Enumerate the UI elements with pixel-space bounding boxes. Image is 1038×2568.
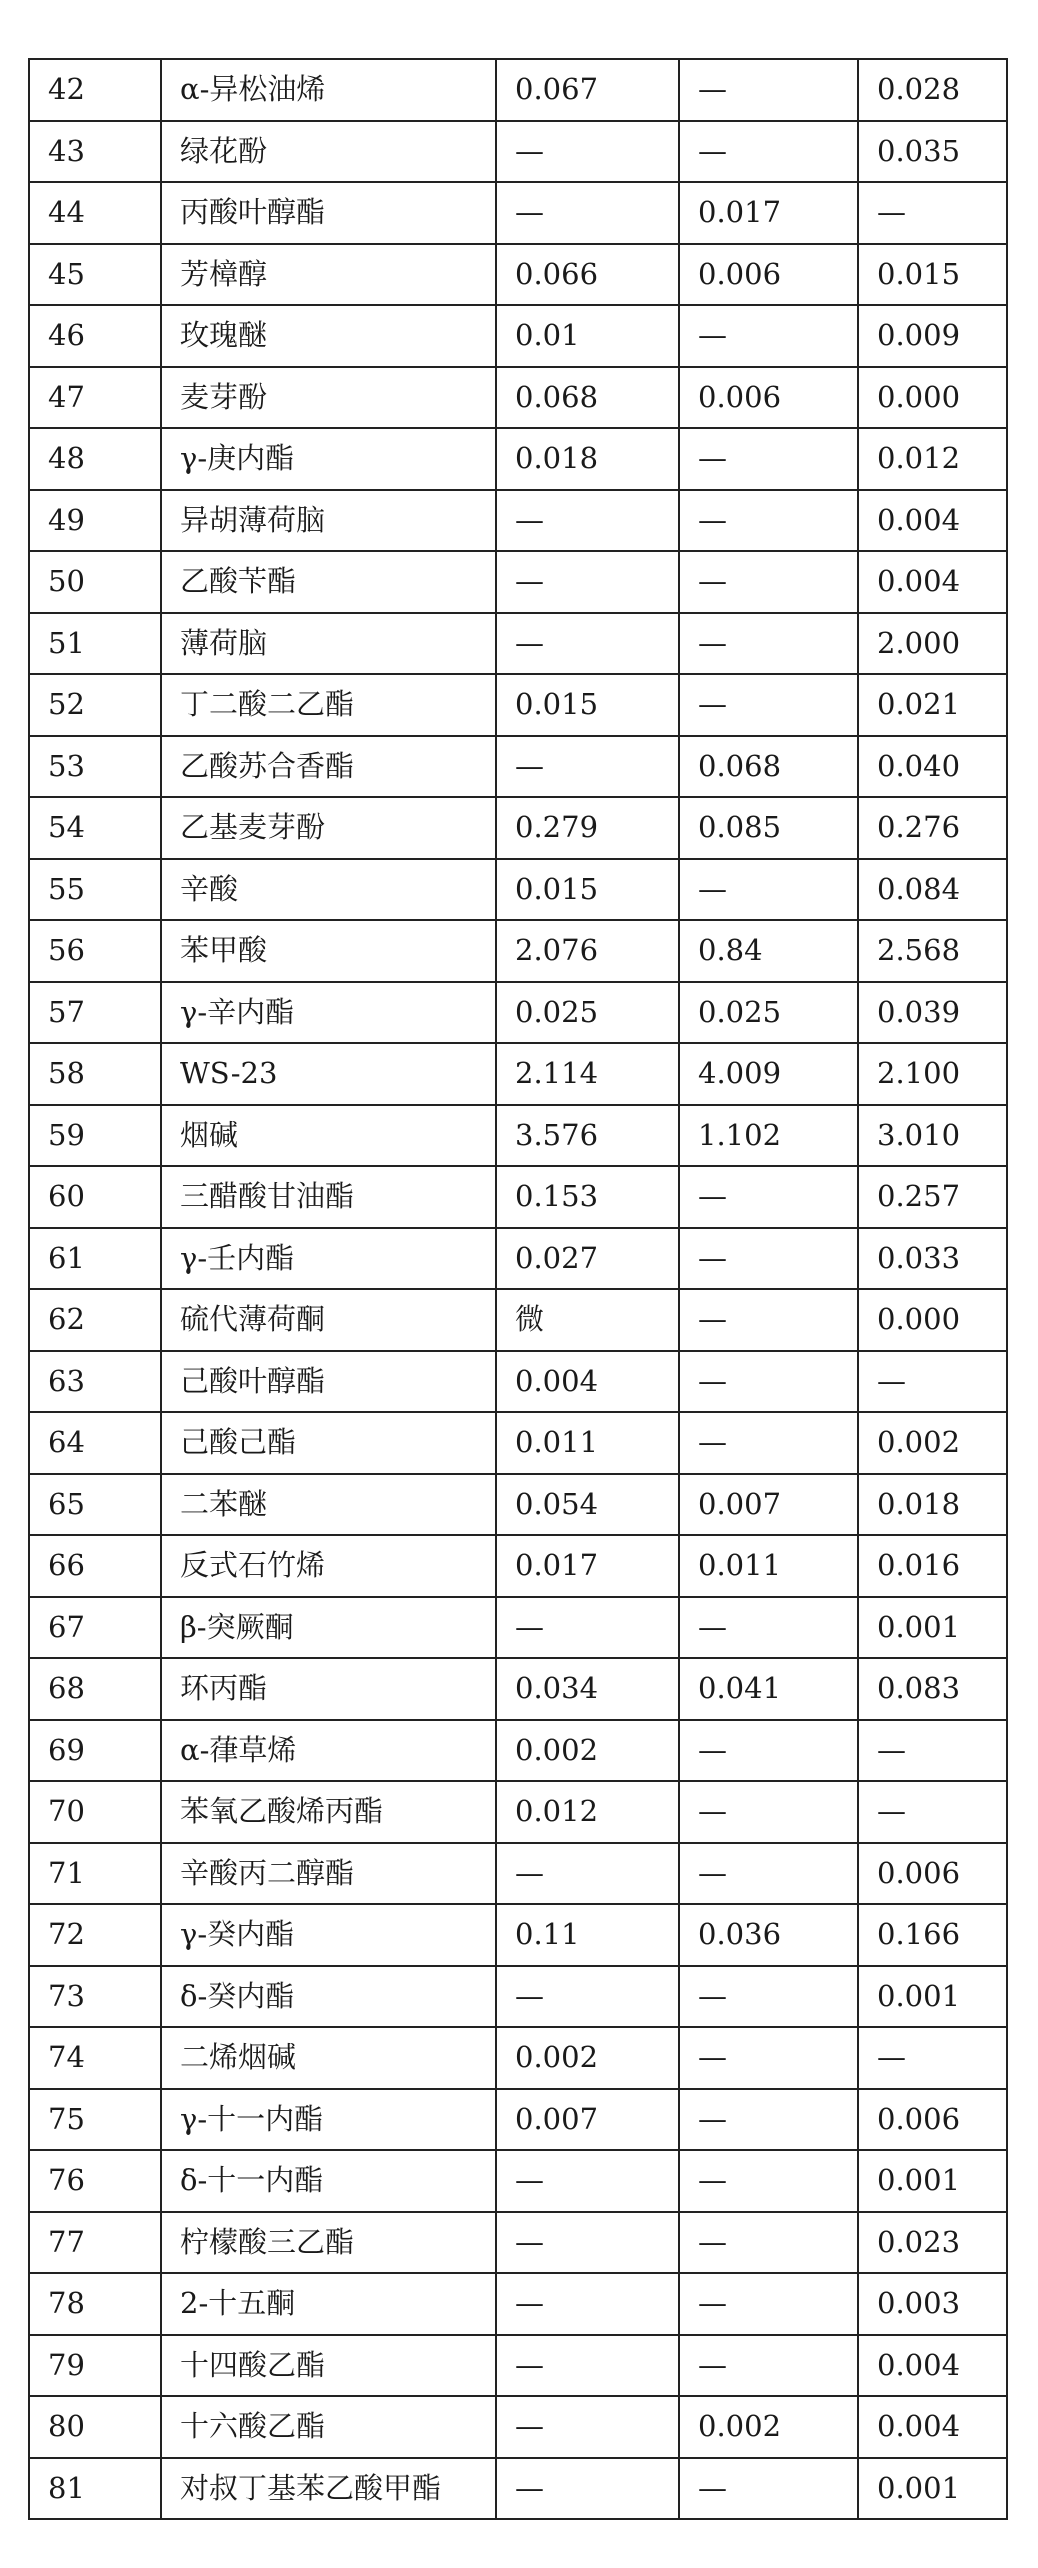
value-cell-2: — — [679, 1351, 858, 1413]
value-cell-1: — — [496, 2273, 679, 2335]
table-row — [29, 1412, 1007, 1474]
value-cell-2: 0.068 — [679, 736, 858, 798]
value-cell-3: 0.004 — [858, 2335, 1007, 2397]
value-cell-2: — — [679, 1597, 858, 1659]
value-cell-2: 0.025 — [679, 982, 858, 1044]
row-number-cell: 81 — [29, 2458, 161, 2520]
value-cell-1: 2.114 — [496, 1043, 679, 1105]
compound-name-cell: 十六酸乙酯 — [161, 2396, 496, 2458]
value-cell-2: 0.84 — [679, 920, 858, 982]
row-number-cell: 62 — [29, 1289, 161, 1351]
table-row — [29, 2273, 1007, 2335]
table-row — [29, 1105, 1007, 1167]
value-cell-3: 0.015 — [858, 244, 1007, 306]
compound-name-cell: 对叔丁基苯乙酸甲酯 — [161, 2458, 496, 2520]
table-row — [29, 736, 1007, 798]
value-cell-2: — — [679, 1289, 858, 1351]
table-row — [29, 1658, 1007, 1720]
value-cell-3: 2.568 — [858, 920, 1007, 982]
value-cell-1: 0.067 — [496, 59, 679, 121]
compound-name-cell: 丁二酸二乙酯 — [161, 674, 496, 736]
row-number-cell: 73 — [29, 1966, 161, 2028]
value-cell-1: 0.017 — [496, 1535, 679, 1597]
compound-name-cell: 苯氧乙酸烯丙酯 — [161, 1781, 496, 1843]
table-row — [29, 2027, 1007, 2089]
compound-name-cell: 二烯烟碱 — [161, 2027, 496, 2089]
compound-data-table — [28, 58, 1008, 2520]
value-cell-3: 0.000 — [858, 1289, 1007, 1351]
table-row — [29, 2089, 1007, 2151]
row-number-cell: 66 — [29, 1535, 161, 1597]
value-cell-1: 0.279 — [496, 797, 679, 859]
value-cell-3: 0.006 — [858, 2089, 1007, 2151]
value-cell-2: 0.011 — [679, 1535, 858, 1597]
value-cell-3: 0.004 — [858, 2396, 1007, 2458]
table-row — [29, 2212, 1007, 2274]
value-cell-2: — — [679, 2089, 858, 2151]
value-cell-1: — — [496, 490, 679, 552]
value-cell-1: 0.002 — [496, 2027, 679, 2089]
row-number-cell: 58 — [29, 1043, 161, 1105]
value-cell-1: 0.011 — [496, 1412, 679, 1474]
value-cell-1: — — [496, 2150, 679, 2212]
table-row — [29, 1043, 1007, 1105]
value-cell-1: 0.11 — [496, 1904, 679, 1966]
row-number-cell: 50 — [29, 551, 161, 613]
value-cell-3: 0.276 — [858, 797, 1007, 859]
value-cell-2: — — [679, 2212, 858, 2274]
value-cell-3: 0.004 — [858, 551, 1007, 613]
compound-name-cell: 二苯醚 — [161, 1474, 496, 1536]
value-cell-1: 0.01 — [496, 305, 679, 367]
value-cell-2: — — [679, 2150, 858, 2212]
compound-name-cell: 乙酸苏合香酯 — [161, 736, 496, 798]
row-number-cell: 74 — [29, 2027, 161, 2089]
table-row — [29, 674, 1007, 736]
compound-name-cell: γ-十一内酯 — [161, 2089, 496, 2151]
value-cell-1: 0.002 — [496, 1720, 679, 1782]
row-number-cell: 67 — [29, 1597, 161, 1659]
compound-name-cell: 反式石竹烯 — [161, 1535, 496, 1597]
value-cell-2: 0.017 — [679, 182, 858, 244]
row-number-cell: 78 — [29, 2273, 161, 2335]
value-cell-1: 3.576 — [496, 1105, 679, 1167]
compound-name-cell: 芳樟醇 — [161, 244, 496, 306]
compound-name-cell: 烟碱 — [161, 1105, 496, 1167]
value-cell-1: 0.015 — [496, 859, 679, 921]
table-row — [29, 859, 1007, 921]
value-cell-3: 0.040 — [858, 736, 1007, 798]
compound-name-cell: γ-壬内酯 — [161, 1228, 496, 1290]
compound-name-cell: 环丙酯 — [161, 1658, 496, 1720]
row-number-cell: 64 — [29, 1412, 161, 1474]
value-cell-3: 0.009 — [858, 305, 1007, 367]
table-row — [29, 1166, 1007, 1228]
table-row — [29, 1781, 1007, 1843]
row-number-cell: 71 — [29, 1843, 161, 1905]
value-cell-1: 0.068 — [496, 367, 679, 429]
compound-name-cell: 麦芽酚 — [161, 367, 496, 429]
value-cell-1: — — [496, 121, 679, 183]
value-cell-3: 3.010 — [858, 1105, 1007, 1167]
value-cell-1: 0.018 — [496, 428, 679, 490]
table-row — [29, 1966, 1007, 2028]
row-number-cell: 48 — [29, 428, 161, 490]
table-row — [29, 1228, 1007, 1290]
value-cell-1: — — [496, 1597, 679, 1659]
row-number-cell: 59 — [29, 1105, 161, 1167]
row-number-cell: 61 — [29, 1228, 161, 1290]
value-cell-2: 0.002 — [679, 2396, 858, 2458]
compound-name-cell: 薄荷脑 — [161, 613, 496, 675]
value-cell-2: — — [679, 1412, 858, 1474]
table-row — [29, 490, 1007, 552]
compound-name-cell: WS-23 — [161, 1043, 496, 1105]
table-row — [29, 305, 1007, 367]
row-number-cell: 45 — [29, 244, 161, 306]
value-cell-3: 0.003 — [858, 2273, 1007, 2335]
compound-name-cell: 辛酸 — [161, 859, 496, 921]
row-number-cell: 51 — [29, 613, 161, 675]
value-cell-3: 0.018 — [858, 1474, 1007, 1536]
row-number-cell: 80 — [29, 2396, 161, 2458]
value-cell-1: 0.015 — [496, 674, 679, 736]
compound-name-cell: α-异松油烯 — [161, 59, 496, 121]
compound-name-cell: 硫代薄荷酮 — [161, 1289, 496, 1351]
value-cell-3: 0.257 — [858, 1166, 1007, 1228]
value-cell-3: 0.028 — [858, 59, 1007, 121]
value-cell-3: 2.100 — [858, 1043, 1007, 1105]
row-number-cell: 77 — [29, 2212, 161, 2274]
value-cell-3: 0.002 — [858, 1412, 1007, 1474]
table-row — [29, 244, 1007, 306]
row-number-cell: 49 — [29, 490, 161, 552]
compound-name-cell: 乙酸苄酯 — [161, 551, 496, 613]
row-number-cell: 72 — [29, 1904, 161, 1966]
value-cell-2: 4.009 — [679, 1043, 858, 1105]
value-cell-2: — — [679, 59, 858, 121]
row-number-cell: 75 — [29, 2089, 161, 2151]
table-row — [29, 1597, 1007, 1659]
value-cell-2: — — [679, 305, 858, 367]
value-cell-2: 0.007 — [679, 1474, 858, 1536]
value-cell-2: 0.041 — [679, 1658, 858, 1720]
data-table-container — [28, 58, 1006, 2520]
value-cell-1: 0.025 — [496, 982, 679, 1044]
value-cell-2: — — [679, 613, 858, 675]
compound-name-cell: 乙基麦芽酚 — [161, 797, 496, 859]
value-cell-2: — — [679, 674, 858, 736]
value-cell-2: — — [679, 1720, 858, 1782]
value-cell-1: — — [496, 182, 679, 244]
row-number-cell: 68 — [29, 1658, 161, 1720]
value-cell-3: — — [858, 2027, 1007, 2089]
table-row — [29, 121, 1007, 183]
table-row — [29, 613, 1007, 675]
compound-name-cell: 苯甲酸 — [161, 920, 496, 982]
table-row — [29, 2458, 1007, 2520]
compound-name-cell: 己酸叶醇酯 — [161, 1351, 496, 1413]
value-cell-2: 0.085 — [679, 797, 858, 859]
compound-name-cell: 十四酸乙酯 — [161, 2335, 496, 2397]
value-cell-2: — — [679, 1228, 858, 1290]
row-number-cell: 52 — [29, 674, 161, 736]
compound-name-cell: 丙酸叶醇酯 — [161, 182, 496, 244]
row-number-cell: 79 — [29, 2335, 161, 2397]
value-cell-1: 0.027 — [496, 1228, 679, 1290]
value-cell-3: 0.021 — [858, 674, 1007, 736]
row-number-cell: 70 — [29, 1781, 161, 1843]
row-number-cell: 54 — [29, 797, 161, 859]
value-cell-3: 0.001 — [858, 2150, 1007, 2212]
value-cell-3: 0.006 — [858, 1843, 1007, 1905]
value-cell-2: — — [679, 2027, 858, 2089]
value-cell-2: — — [679, 2458, 858, 2520]
value-cell-1: — — [496, 2212, 679, 2274]
table-row — [29, 920, 1007, 982]
value-cell-3: — — [858, 182, 1007, 244]
value-cell-2: — — [679, 2335, 858, 2397]
table-row — [29, 1535, 1007, 1597]
row-number-cell: 56 — [29, 920, 161, 982]
value-cell-3: 0.000 — [858, 367, 1007, 429]
value-cell-2: — — [679, 1843, 858, 1905]
value-cell-1: — — [496, 1966, 679, 2028]
value-cell-2: — — [679, 1966, 858, 2028]
value-cell-3: 0.016 — [858, 1535, 1007, 1597]
table-row — [29, 1351, 1007, 1413]
value-cell-2: 0.006 — [679, 244, 858, 306]
value-cell-3: — — [858, 1351, 1007, 1413]
row-number-cell: 65 — [29, 1474, 161, 1536]
value-cell-1: — — [496, 2396, 679, 2458]
row-number-cell: 47 — [29, 367, 161, 429]
table-row — [29, 428, 1007, 490]
value-cell-2: — — [679, 490, 858, 552]
compound-name-cell: γ-癸内酯 — [161, 1904, 496, 1966]
value-cell-1: 0.066 — [496, 244, 679, 306]
row-number-cell: 55 — [29, 859, 161, 921]
value-cell-2: — — [679, 121, 858, 183]
compound-name-cell: 三醋酸甘油酯 — [161, 1166, 496, 1228]
value-cell-3: 0.035 — [858, 121, 1007, 183]
value-cell-3: 0.001 — [858, 2458, 1007, 2520]
row-number-cell: 76 — [29, 2150, 161, 2212]
value-cell-3: 0.001 — [858, 1597, 1007, 1659]
value-cell-2: — — [679, 428, 858, 490]
table-row — [29, 367, 1007, 429]
compound-name-cell: 辛酸丙二醇酯 — [161, 1843, 496, 1905]
value-cell-3: 0.023 — [858, 2212, 1007, 2274]
compound-name-cell: δ-十一内酯 — [161, 2150, 496, 2212]
value-cell-3: 0.084 — [858, 859, 1007, 921]
value-cell-1: 0.153 — [496, 1166, 679, 1228]
value-cell-3: 0.012 — [858, 428, 1007, 490]
row-number-cell: 43 — [29, 121, 161, 183]
table-row — [29, 1720, 1007, 1782]
table-row — [29, 1289, 1007, 1351]
value-cell-2: 0.006 — [679, 367, 858, 429]
value-cell-3: 0.001 — [858, 1966, 1007, 2028]
value-cell-3: — — [858, 1781, 1007, 1843]
row-number-cell: 60 — [29, 1166, 161, 1228]
value-cell-1: 0.054 — [496, 1474, 679, 1536]
table-row — [29, 982, 1007, 1044]
value-cell-1: 0.012 — [496, 1781, 679, 1843]
value-cell-2: — — [679, 859, 858, 921]
row-number-cell: 44 — [29, 182, 161, 244]
table-row — [29, 797, 1007, 859]
table-row — [29, 1843, 1007, 1905]
row-number-cell: 46 — [29, 305, 161, 367]
value-cell-1: 微 — [496, 1289, 679, 1351]
table-row — [29, 551, 1007, 613]
compound-name-cell: γ-辛内酯 — [161, 982, 496, 1044]
value-cell-1: 0.007 — [496, 2089, 679, 2151]
value-cell-1: 0.034 — [496, 1658, 679, 1720]
compound-name-cell: β-突厥酮 — [161, 1597, 496, 1659]
value-cell-2: — — [679, 551, 858, 613]
value-cell-3: 0.039 — [858, 982, 1007, 1044]
compound-name-cell: α-葎草烯 — [161, 1720, 496, 1782]
value-cell-2: — — [679, 1166, 858, 1228]
table-row — [29, 2150, 1007, 2212]
value-cell-1: — — [496, 551, 679, 613]
compound-name-cell: 绿花酚 — [161, 121, 496, 183]
value-cell-1: 0.004 — [496, 1351, 679, 1413]
value-cell-3: 0.166 — [858, 1904, 1007, 1966]
value-cell-3: 2.000 — [858, 613, 1007, 675]
value-cell-1: — — [496, 736, 679, 798]
value-cell-3: — — [858, 1720, 1007, 1782]
compound-name-cell: 2-十五酮 — [161, 2273, 496, 2335]
compound-name-cell: γ-庚内酯 — [161, 428, 496, 490]
value-cell-2: — — [679, 1781, 858, 1843]
value-cell-3: 0.033 — [858, 1228, 1007, 1290]
value-cell-2: 1.102 — [679, 1105, 858, 1167]
compound-name-cell: δ-癸内酯 — [161, 1966, 496, 2028]
compound-name-cell: 己酸己酯 — [161, 1412, 496, 1474]
table-row — [29, 2396, 1007, 2458]
value-cell-3: 0.004 — [858, 490, 1007, 552]
row-number-cell: 63 — [29, 1351, 161, 1413]
value-cell-1: — — [496, 2335, 679, 2397]
table-body — [29, 59, 1007, 2519]
row-number-cell: 69 — [29, 1720, 161, 1782]
value-cell-3: 0.083 — [858, 1658, 1007, 1720]
row-number-cell: 57 — [29, 982, 161, 1044]
row-number-cell: 42 — [29, 59, 161, 121]
value-cell-2: 0.036 — [679, 1904, 858, 1966]
table-row — [29, 1474, 1007, 1536]
table-row — [29, 59, 1007, 121]
compound-name-cell: 玫瑰醚 — [161, 305, 496, 367]
compound-name-cell: 异胡薄荷脑 — [161, 490, 496, 552]
table-row — [29, 182, 1007, 244]
value-cell-1: — — [496, 1843, 679, 1905]
compound-name-cell: 柠檬酸三乙酯 — [161, 2212, 496, 2274]
value-cell-1: 2.076 — [496, 920, 679, 982]
value-cell-1: — — [496, 613, 679, 675]
row-number-cell: 53 — [29, 736, 161, 798]
table-row — [29, 2335, 1007, 2397]
value-cell-1: — — [496, 2458, 679, 2520]
value-cell-2: — — [679, 2273, 858, 2335]
table-row — [29, 1904, 1007, 1966]
